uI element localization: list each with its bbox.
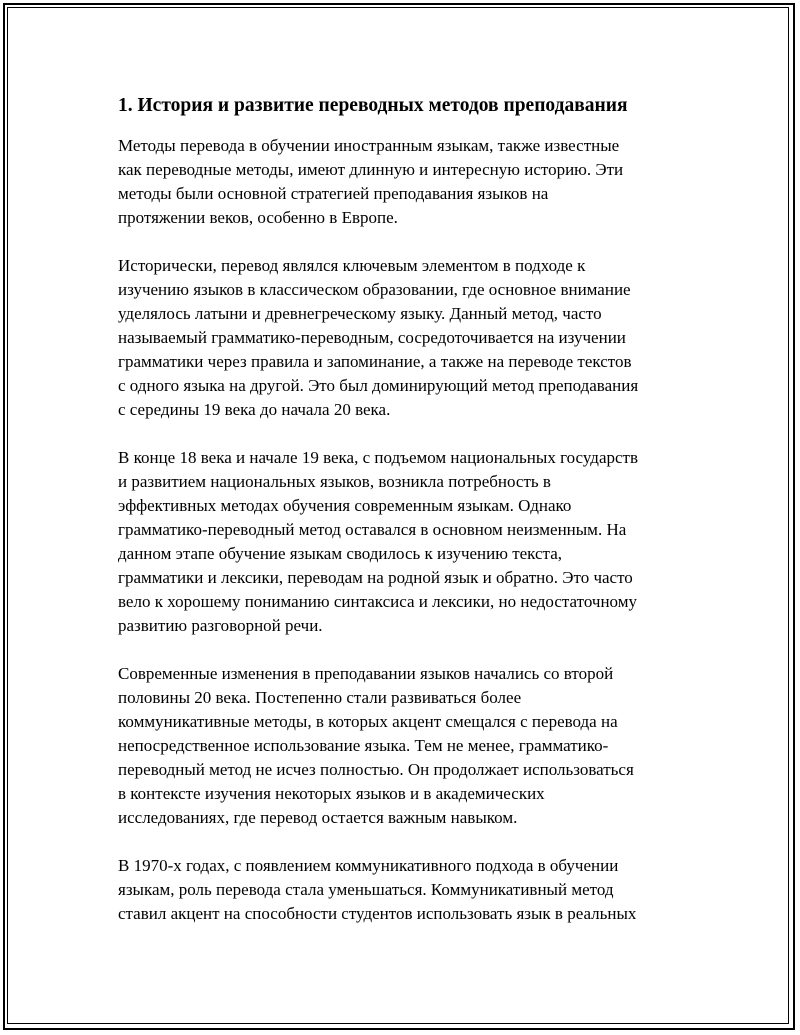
paragraph-line: вело к хорошему пониманию синтаксиса и лексики, но недостаточному bbox=[118, 592, 637, 611]
paragraph-line: протяжении веков, особенно в Европе. bbox=[118, 208, 398, 227]
paragraph-line: Методы перевода в обучении иностранным языкам, также известные bbox=[118, 136, 620, 155]
paragraph-line: непосредственное использование языка. Тем не менее, грамматико- bbox=[118, 736, 609, 755]
paragraph-line: коммуникативные методы, в которых акцент смещался с перевода на bbox=[118, 712, 618, 731]
paragraph-line: Современные изменения в преподавании языков начались со второй bbox=[118, 664, 614, 683]
paragraph-line: ставил акцент на способности студентов использовать язык в реальных bbox=[118, 904, 637, 923]
paragraph-line: В 1970-х годах, с появлением коммуникативного подхода в обучении bbox=[118, 856, 619, 875]
paragraph-line: и развитием национальных языков, возникла потребность в bbox=[118, 472, 551, 491]
paragraph-line: половины 20 века. Постепенно стали развиваться более bbox=[118, 688, 522, 707]
paragraph-line: как переводные методы, имеют длинную и интересную историю. Эти bbox=[118, 160, 624, 179]
paragraph-line: изучению языков в классическом образовании, где основное внимание bbox=[118, 280, 631, 299]
paragraph-line: с середины 19 века до начала 20 века. bbox=[118, 400, 391, 419]
paragraph-line: переводный метод не исчез полностью. Он продолжает использоваться bbox=[118, 760, 634, 779]
paragraph-line: называемый грамматико-переводным, сосредоточивается на изучении bbox=[118, 328, 626, 347]
paragraph bbox=[118, 446, 693, 638]
paragraph-line: эффективных методах обучения современным языкам. Однако bbox=[118, 496, 572, 515]
paragraph-line: исследованиях, где перевод остается важным навыком. bbox=[118, 808, 518, 827]
paragraph-line: грамматики и лексики, переводам на родной язык и обратно. Это часто bbox=[118, 568, 633, 587]
paragraph bbox=[118, 854, 693, 926]
paragraph-list bbox=[118, 134, 693, 926]
paragraph bbox=[118, 662, 693, 830]
paragraph-line: языкам, роль перевода стала уменьшаться. Коммуникативный метод bbox=[118, 880, 614, 899]
paragraph-line: В конце 18 века и начале 19 века, с подъемом национальных государств bbox=[118, 448, 638, 467]
paragraph-line: уделялось латыни и древнегреческому языку. Данный метод, часто bbox=[118, 304, 602, 323]
paragraph-line: грамматики через правила и запоминание, а также на переводе текстов bbox=[118, 352, 632, 371]
paragraph-line: методы были основной стратегией преподавания языков на bbox=[118, 184, 549, 203]
paragraph bbox=[118, 134, 693, 230]
paragraph-line: с одного языка на другой. Это был доминирующий метод преподавания bbox=[118, 376, 639, 395]
document-body bbox=[118, 92, 693, 950]
paragraph-line: грамматико-переводный метод оставался в основном неизменным. На bbox=[118, 520, 627, 539]
section-heading: 1. История и развитие переводных методов преподавания bbox=[118, 95, 628, 116]
paragraph-line: Исторически, перевод являлся ключевым элементом в подходе к bbox=[118, 256, 586, 275]
paragraph-line: в контексте изучения некоторых языков и в академических bbox=[118, 784, 545, 803]
paragraph-line: развитию разговорной речи. bbox=[118, 616, 323, 635]
paragraph-line: данном этапе обучение языкам сводилось к изучению текста, bbox=[118, 544, 562, 563]
paragraph bbox=[118, 254, 693, 422]
